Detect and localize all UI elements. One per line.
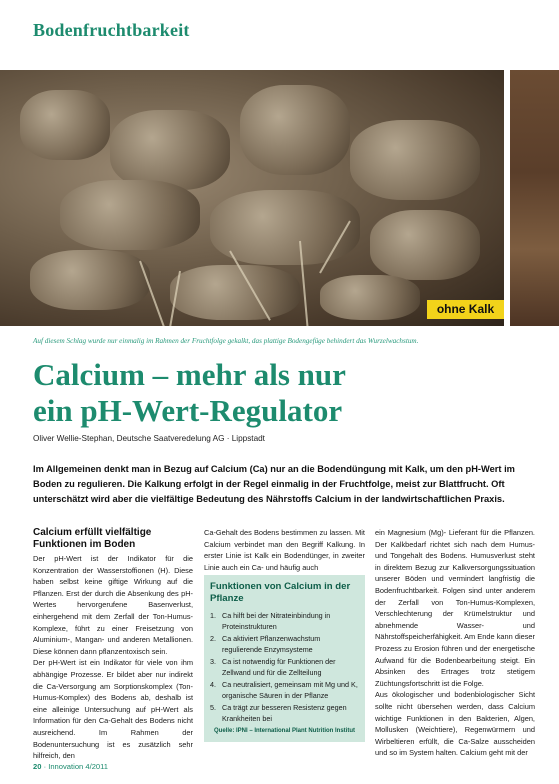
paragraph: ein Magnesium (Mg)- Lieferant für die Pflanzen. Der Kalkbedarf richtet sich nach dem Humus- und Tongehalt des Bodens. Humusverlust steht in direktem Bezug zur Kalkversorgungssituation unserer Böden und vermindert langfristig die Bodenfruchtbarkeit. Folgen sind unter anderem der Zerfall von Ton-Humus-Komplexen, Verschlechterung der Krümelstruktur und abnehmende Wasser- und Nährstoffspeicherfähigkeit. Am Ende kann dieser Prozess zu Erosion führen und der energetische Aufwand für die Bodenbearbeitung steigt. Ein Absinken des Ertrages trotz stetigem Züchtungsfortschritt ist die Folge. — [375, 528, 535, 688]
article-title — [33, 357, 553, 429]
paragraph: Der pH-Wert ist der Indikator für die Konzentration der Wasserstoffionen (H). Diese haben selbst keine giftige Wirkung auf die Pflanzen. Erst der durch die Absenkung des pH-Wertes hervorgerufene Basenverlust, einhergehend mit dem Zerfall der Ton-Humus-Komplexe, führt zu einer Freisetzung von Aluminium-, Mangan- und anderen Metallionen. Diese können dann pflanzentoxisch sein. — [33, 554, 193, 656]
info-box-list — [210, 611, 359, 724]
paragraph: Ca-Gehalt des Bodens bestimmen zu lassen. Mit Calcium verbindet man den Begriff Kalkung. In erster Linie ist Kalk ein Bodendünger, in zweiter Linie auch ein Ca- und häufig auch — [204, 528, 365, 572]
list-item: 4. Ca neutralisiert, gemeinsam mit Mg und K, organische Säuren in der Pflanze — [210, 680, 358, 700]
info-box-title: Funktionen von Calcium in der Pflanze — [210, 581, 351, 604]
column-1 — [33, 527, 193, 762]
list-item: 3. Ca ist notwendig für Funktionen der Zellwand und für die Zellteilung — [210, 657, 336, 677]
author-line: Oliver Wellie-Stephan, Deutsche Saatveredelung AG · Lippstadt — [33, 434, 265, 443]
column-heading: Calcium erfüllt vielfältige Funktionen im Boden — [33, 527, 152, 550]
title-line-1: Calcium – mehr als nur — [33, 357, 346, 392]
info-box — [204, 575, 365, 742]
list-item: 5. Ca trägt zur besseren Resistenz gegen Krankheiten bei — [210, 703, 347, 723]
column-2 — [204, 527, 365, 573]
page-number: 20 — [33, 762, 42, 771]
paragraph: Der pH-Wert ist ein Indikator für viele von ihm abhängige Prozesse. Er bildet aber nur indirekt die Ca-Versorgung am Sorptionskomplex (Ton-Humus-Komplex) des Bodens ab, deshalb ist eine alleinige Untersuchung auf pH-Wert als Information für den Ca-Gehalt des Bodens nicht ausreichend. Im Rahmen der Bodenuntersuchung ist es zusätzlich sehr hilfreich, den — [33, 658, 193, 761]
column-3 — [375, 527, 535, 759]
photo-badge: ohne Kalk — [427, 300, 504, 319]
list-item: 1. Ca hilft bei der Nitrateinbindung in Proteinstrukturen — [210, 611, 331, 631]
soil-photo — [0, 70, 504, 326]
info-box-source: Quelle: IPNI – International Plant Nutrition Institut — [214, 728, 356, 734]
list-item: 2. Ca aktiviert Pflanzenwachstum regulierende Enzymsysteme — [210, 634, 321, 654]
lead-paragraph: Im Allgemeinen denkt man in Bezug auf Calcium (Ca) nur an die Bodendüngung mit Kalk, um den pH-Wert im Boden zu regulieren. Die Kalkung erfolgt in der Regel einmalig in der Fruchtfolge, meist zur Blattfrucht. Oft unterschätzt wird aber die vielfältige Bedeutung des Nährstoffs Calcium in der landwirtschaftlichen Praxis. — [33, 464, 515, 504]
soil-photo-side — [510, 70, 559, 326]
issue-label: · Innovation 4/2011 — [43, 762, 109, 771]
photo-caption: Auf diesem Schlag wurde nur einmalig im Rahmen der Fruchtfolge gekalkt, das plattige Bodengefüge behindert das Wurzelwachstum. — [33, 337, 419, 345]
title-line-2: ein pH-Wert-Regulator — [33, 393, 343, 428]
page-footer — [33, 762, 108, 771]
paragraph: Aus ökologischer und bodenbiologischer Sicht sollte nicht übersehen werden, dass Calcium wichtige Funktionen in den Bakterien, Algen, Mollusken (Weichtiere), Regenwürmern und Wirbeltieren erfüllt, die Ca-Salze ausscheiden und so im System halten. Calcium geht mit der — [375, 690, 535, 758]
section-header: Bodenfruchtbarkeit — [33, 20, 190, 40]
